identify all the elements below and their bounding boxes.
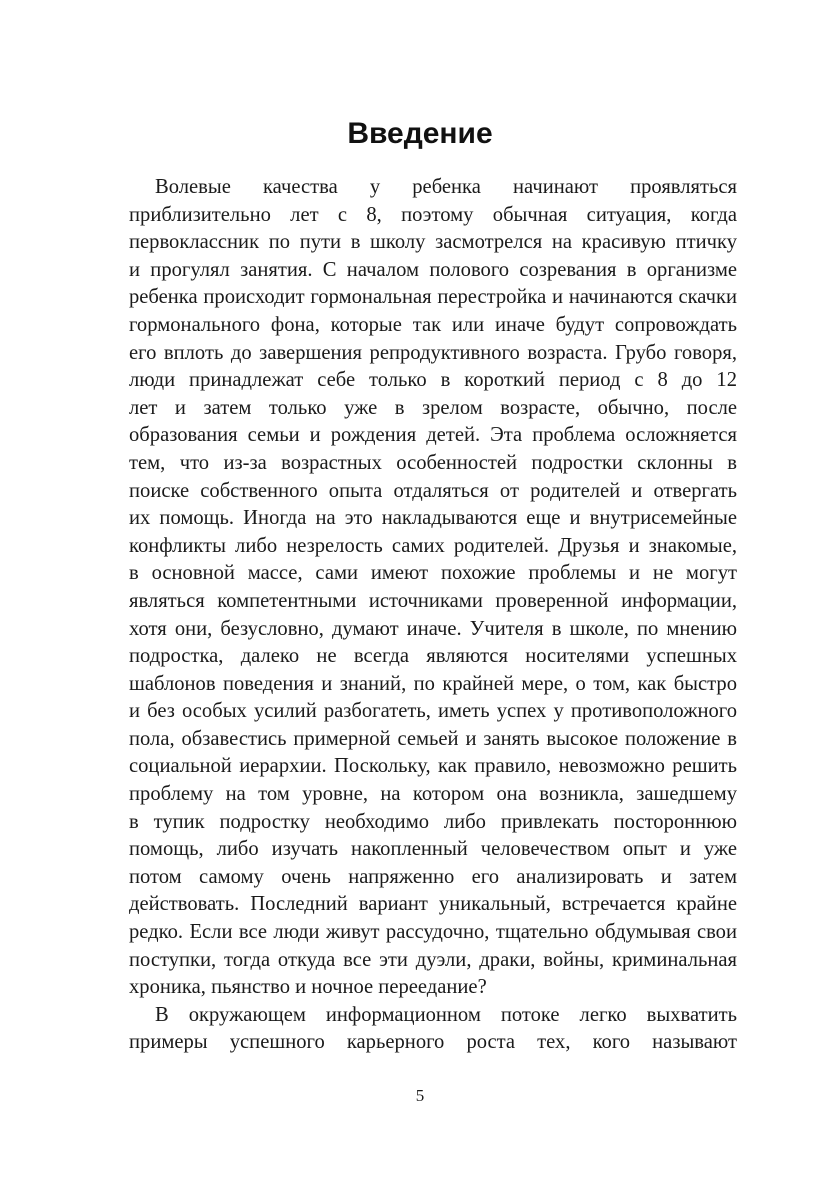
text-line: конфликты либо незрелость самих родителей. Друзья и знакомые, — [129, 534, 737, 557]
text-line: хотя они, безусловно, думают иначе. Учителя в школе, по мнению — [129, 617, 737, 640]
text-line: тем, что из-за возрастных особенностей подростки склонны в — [129, 451, 737, 474]
text-line: являться компетентными источниками проверенной информации, — [129, 589, 737, 612]
text-line: первоклассник по пути в школу засмотрелся на красивую птичку — [129, 231, 737, 254]
text-line: в тупик подростку необходимо либо привлекать постороннюю — [129, 810, 737, 833]
text-line: действовать. Последний вариант уникальный, встречается крайне — [129, 893, 737, 916]
text-line: его вплоть до завершения репродуктивного возраста. Грубо говоря, — [129, 341, 737, 364]
text-line: подростка, далеко не всегда являются носителями успешных — [129, 645, 737, 668]
text-line: ребенка происходит гормональная перестройка и начинаются скачки — [129, 286, 737, 309]
text-line: в основной массе, сами имеют похожие проблемы и не могут — [129, 562, 737, 585]
text-line: поступки, тогда откуда все эти дуэли, драки, войны, криминальная — [129, 948, 737, 971]
text-line: их помощь. Иногда на это накладываются еще и внутрисемейные — [129, 507, 737, 530]
page-title: Введение — [347, 117, 493, 150]
text-line: помощь, либо изучать накопленный человечеством опыт и уже — [129, 838, 737, 861]
text-line: примеры успешного карьерного роста тех, кого называют — [129, 1031, 737, 1054]
text-line: гормонального фона, которые так или иначе будут сопровождать — [129, 313, 737, 336]
text-line: и без особых усилий разбогатеть, иметь успех у противоположного — [129, 700, 737, 723]
text-line: проблему на том уровне, на котором она возникла, зашедшему — [129, 783, 737, 806]
paragraph-1 — [103, 174, 737, 1002]
text-line: пола, обзавестись примерной семьей и занять высокое положение в — [129, 727, 737, 750]
text-line: лет и затем только уже в зрелом возрасте, обычно, после — [129, 396, 737, 419]
text-line: приблизительно лет с 8, поэтому обычная ситуация, когда — [129, 203, 737, 226]
text-line: Волевые качества у ребенка начинают проявляться — [155, 176, 737, 198]
page-number: 5 — [415, 1086, 425, 1105]
text-line: люди принадлежат себе только в короткий период с 8 до 12 — [129, 369, 737, 392]
body-text — [103, 174, 737, 1057]
paragraph-2 — [103, 1002, 737, 1057]
text-line: образования семьи и рождения детей. Эта проблема осложняется — [129, 424, 737, 447]
text-line: потом самому очень напряженно его анализировать и затем — [129, 865, 737, 888]
text-line: поиске собственного опыта отдаляться от родителей и отвергать — [129, 479, 737, 502]
text-line: и прогулял занятия. С началом полового созревания в организме — [129, 258, 737, 281]
text-line: В окружающем информационном потоке легко выхватить — [155, 1003, 737, 1026]
text-line: редко. Если все люди живут рассудочно, тщательно обдумывая свои — [129, 921, 737, 944]
text-line: социальной иерархии. Поскольку, как правило, невозможно решить — [129, 755, 737, 778]
text-line: шаблонов поведения и знаний, по крайней мере, о том, как быстро — [129, 672, 737, 695]
text-line: хроника, пьянство и ночное переедание? — [129, 976, 487, 999]
